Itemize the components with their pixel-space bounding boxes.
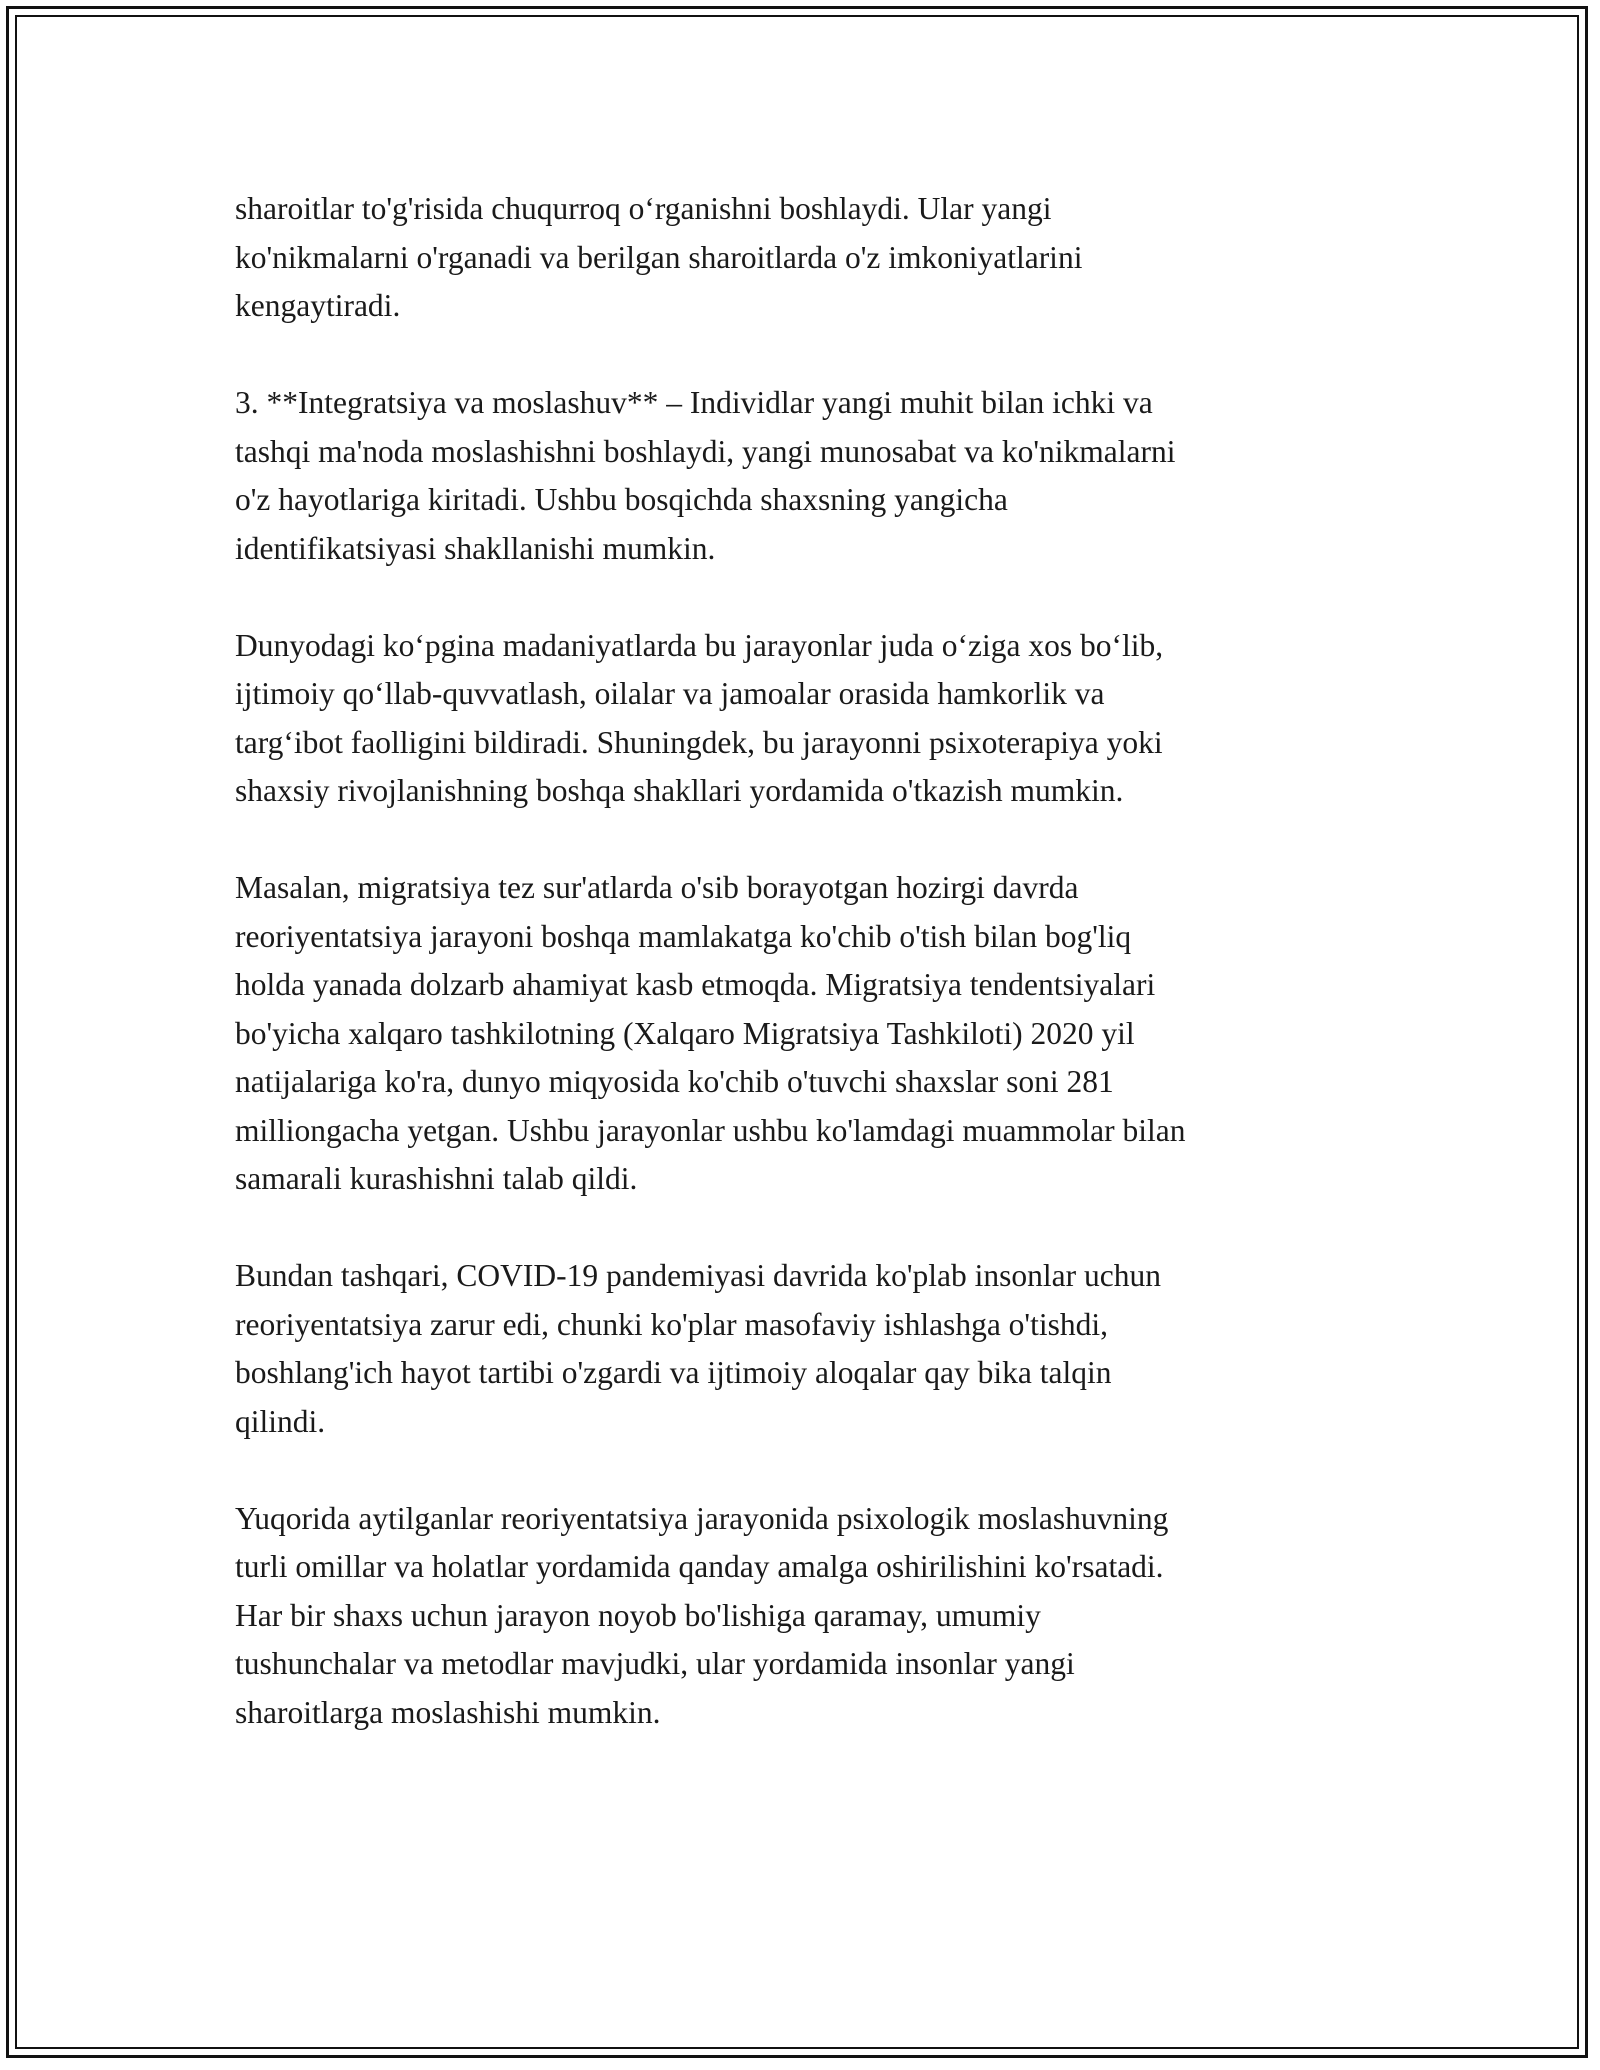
text-line: Bundan tashqari, COVID-19 pandemiyasi davrida ko'plab insonlar uchun	[235, 1258, 1161, 1293]
text-line: holda yanada dolzarb ahamiyat kasb etmoqda. Migratsiya tendentsiyalari	[235, 967, 1156, 1002]
text-line: reoriyentatsiya zarur edi, chunki ko'plar masofaviy ishlashga o'tishdi,	[235, 1306, 1108, 1342]
paragraph-1	[235, 185, 1360, 331]
text-line: ko'nikmalarni o'rganadi va berilgan sharoitlarda o'z imkoniyatlarini	[235, 239, 1083, 275]
text-line: boshlang'ich hayot tartibi o'zgardi va ijtimoiy aloqalar qay bika talqin	[235, 1355, 1112, 1390]
text-line: samarali kurashishni talab qildi.	[235, 1161, 638, 1196]
paragraph-6	[235, 1495, 1360, 1738]
text-line: turli omillar va holatlar yordamida qanday amalga oshirilishini ko'rsatadi.	[235, 1549, 1164, 1584]
text-line: tashqi ma'noda moslashishni boshlaydi, yangi munosabat va ko'nikmalarni	[235, 433, 1176, 469]
paragraph-3	[235, 622, 1360, 816]
text-line: identifikatsiyasi shakllanishi mumkin.	[235, 530, 716, 566]
text-line: Dunyodagi koʻpgina madaniyatlarda bu jarayonlar juda oʻziga xos boʻlib,	[235, 627, 1164, 663]
text-line: 3. **Integratsiya va moslashuv** – Individlar yangi muhit bilan ichki va	[235, 385, 1153, 420]
document-body	[235, 185, 1360, 1786]
text-line: Har bir shaxs uchun jarayon noyob bo'lishiga qaramay, umumiy	[235, 1597, 1041, 1633]
text-line: natijalariga ko'ra, dunyo miqyosida ko'chib o'tuvchi shaxslar soni 281	[235, 1064, 1114, 1099]
text-line: reoriyentatsiya jarayoni boshqa mamlakatga ko'chib o'tish bilan bog'liq	[235, 918, 1132, 954]
text-line: sharoitlarga moslashishi mumkin.	[235, 1694, 661, 1730]
paragraph-2	[235, 379, 1360, 573]
text-line: tushunchalar va metodlar mavjudki, ular yordamida insonlar yangi	[235, 1646, 1075, 1681]
text-line: kengaytiradi.	[235, 288, 401, 323]
text-line: Yuqorida aytilganlar reoriyentatsiya jarayonida psixologik moslashuvning	[235, 1500, 1169, 1536]
text-line: shaxsiy rivojlanishning boshqa shakllari yordamida o'tkazish mumkin.	[235, 773, 1124, 808]
paragraph-5	[235, 1252, 1360, 1446]
text-line: sharoitlar to'g'risida chuqurroq oʻrganishni boshlaydi. Ular yangi	[235, 191, 1052, 226]
text-line: o'z hayotlariga kiritadi. Ushbu bosqichda shaxsning yangicha	[235, 482, 1008, 517]
text-line: targʻibot faolligini bildiradi. Shuningdek, bu jarayonni psixoterapiya yoki	[235, 724, 1163, 760]
text-line: ijtimoiy qoʻllab-quvvatlash, oilalar va jamoalar orasida hamkorlik va	[235, 676, 1105, 711]
text-line: Masalan, migratsiya tez sur'atlarda o'sib borayotgan hozirgi davrda	[235, 870, 1079, 905]
paragraph-4	[235, 864, 1360, 1204]
text-line: qilindi.	[235, 1403, 326, 1439]
text-line: milliongacha yetgan. Ushbu jarayonlar ushbu ko'lamdagi muammolar bilan	[235, 1112, 1186, 1148]
text-line: bo'yicha xalqaro tashkilotning (Xalqaro Migratsiya Tashkiloti) 2020 yil	[235, 1015, 1135, 1051]
